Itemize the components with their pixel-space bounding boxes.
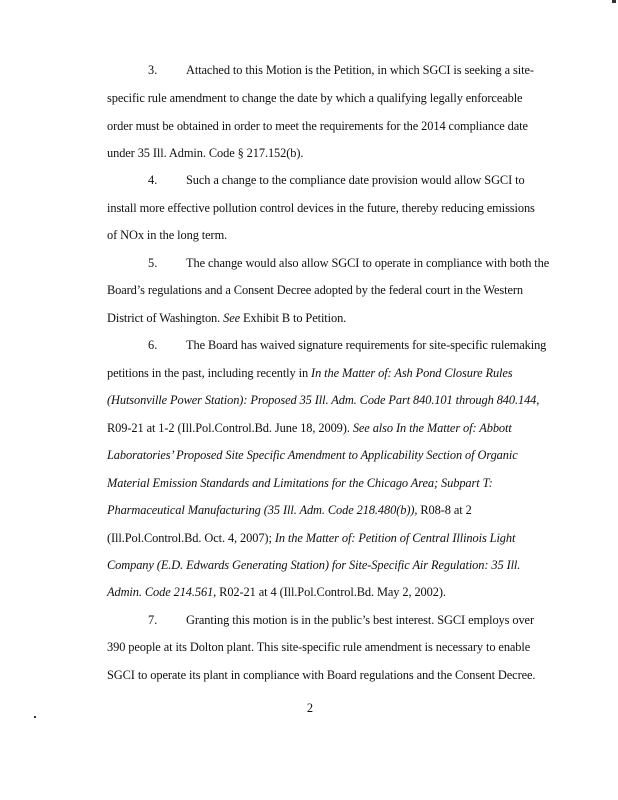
paragraph-6-line-8: (Ill.Pol.Control.Bd. Oct. 4, 2007); In the Matter of: Petition of Central Illinois Light	[107, 531, 516, 545]
paragraph-6-line-7: Pharmaceutical Manufacturing (35 Ill. Adm. Code 218.480(b)), R08-8 at 2	[107, 503, 472, 517]
page-number: 2	[306, 701, 314, 715]
paragraph-5-line-3: District of Washington. See Exhibit B to Petition.	[107, 311, 347, 325]
paragraph-6-line-1: The Board has waived signature requirements for site-specific rulemaking	[186, 338, 547, 352]
paragraph-3-line-2: specific rule amendment to change the date by which a qualifying legally enforceable	[107, 91, 523, 105]
paragraph-5-number: 5.	[148, 256, 158, 270]
paragraph-4-line-2: install more effective pollution control devices in the future, thereby reducing emissions	[107, 201, 535, 215]
paragraph-6-line-10: Admin. Code 214.561, R02-21 at 4 (Ill.Pol.Control.Bd. May 2, 2002).	[107, 585, 446, 599]
paragraph-6-line-5: Laboratories’ Proposed Site Specific Amendment to Applicability Section of Organic	[107, 448, 518, 462]
paragraph-5-line-2: Board’s regulations and a Consent Decree adopted by the federal court in the Western	[107, 283, 523, 297]
paragraph-4-line-3: of NOx in the long term.	[107, 228, 228, 242]
paragraph-6-number: 6.	[148, 338, 158, 352]
paragraph-5-line-1: The change would also allow SGCI to operate in compliance with both the	[186, 256, 550, 270]
paragraph-4-number: 4.	[148, 173, 158, 187]
paragraph-6-line-6: Material Emission Standards and Limitations for the Chicago Area; Subpart T:	[107, 476, 493, 490]
paragraph-6-line-3: (Hutsonville Power Station): Proposed 35 Ill. Adm. Code Part 840.101 through 840.144,	[107, 393, 540, 407]
paragraph-6-line-9: Company (E.D. Edwards Generating Station) for Site-Specific Air Regulation: 35 Ill.	[107, 558, 521, 572]
paragraph-3-line-3: order must be obtained in order to meet the requirements for the 2014 compliance date	[107, 119, 528, 133]
paragraph-7-line-3: SGCI to operate its plant in compliance with Board regulations and the Consent Decree.	[107, 668, 536, 682]
paragraph-7-line-1: Granting this motion is in the public’s best interest. SGCI employs over	[186, 613, 534, 627]
paragraph-3-line-1: Attached to this Motion is the Petition, in which SGCI is seeking a site-	[186, 63, 534, 77]
paragraph-3-number: 3.	[148, 63, 158, 77]
paragraph-4-line-1: Such a change to the compliance date provision would allow SGCI to	[186, 173, 525, 187]
paragraph-3-line-4: under 35 Ill. Admin. Code § 217.152(b).	[107, 146, 304, 160]
paragraph-7-number: 7.	[148, 613, 158, 627]
paragraph-6-line-2: petitions in the past, including recently in In the Matter of: Ash Pond Closure Rules	[107, 366, 513, 380]
paragraph-7-line-2: 390 people at its Dolton plant. This site-specific rule amendment is necessary to enable	[107, 640, 531, 654]
paragraph-6-line-4: R09-21 at 1-2 (Ill.Pol.Control.Bd. June 18, 2009). See also In the Matter of: Abbott	[107, 421, 512, 435]
scan-speck	[612, 0, 616, 3]
scan-speck	[34, 716, 36, 718]
